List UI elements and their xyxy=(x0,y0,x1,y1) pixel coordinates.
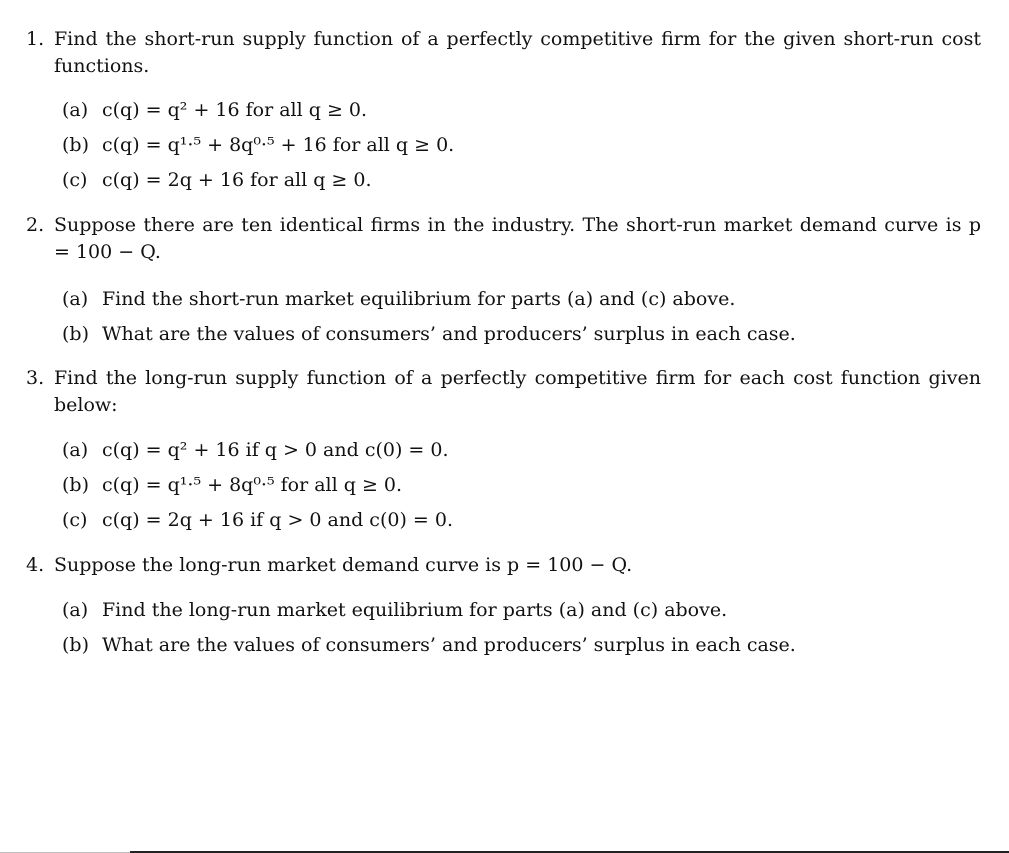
problem-number: 4. xyxy=(26,554,45,576)
part-label: (b) xyxy=(62,322,89,345)
part-text: Find the long-run market equilibrium for parts (a) and (c) above. xyxy=(102,598,728,621)
part-label: (b) xyxy=(62,633,89,656)
part-text: c(q) = 2q + 16 for all q ≥ 0. xyxy=(102,168,372,191)
problem-stem: Find the long-run supply function of a perfectly competitive firm for each cost function given below: xyxy=(54,367,981,416)
part-label: (a) xyxy=(62,287,89,310)
part-label: (b) xyxy=(62,473,89,496)
problem-number: 2. xyxy=(26,214,45,236)
part-text: c(q) = q² + 16 if q > 0 and c(0) = 0. xyxy=(102,438,449,461)
list-item xyxy=(62,627,962,662)
list-item xyxy=(62,467,962,502)
part-label: (a) xyxy=(62,598,89,621)
list-item xyxy=(62,432,962,467)
list-item xyxy=(62,592,962,627)
list-item xyxy=(62,316,962,351)
problem-2-parts xyxy=(62,281,962,351)
part-text: c(q) = q² + 16 for all q ≥ 0. xyxy=(102,98,368,121)
problem-2 xyxy=(26,212,981,266)
list-item xyxy=(62,502,962,537)
problem-1 xyxy=(26,26,981,80)
problem-4-parts xyxy=(62,592,962,662)
list-item xyxy=(62,281,962,316)
part-text: c(q) = q¹·⁵ + 8q⁰·⁵ for all q ≥ 0. xyxy=(102,473,403,496)
problem-3-parts xyxy=(62,432,962,537)
problem-number: 3. xyxy=(26,367,45,389)
problem-4 xyxy=(26,552,981,579)
problem-number: 1. xyxy=(26,28,45,50)
part-label: (c) xyxy=(62,508,88,531)
problem-3 xyxy=(26,365,981,419)
part-text: What are the values of consumers’ and producers’ surplus in each case. xyxy=(102,633,796,656)
part-text: Find the short-run market equilibrium for parts (a) and (c) above. xyxy=(102,287,736,310)
part-text: What are the values of consumers’ and producers’ surplus in each case. xyxy=(102,322,796,345)
part-text: c(q) = 2q + 16 if q > 0 and c(0) = 0. xyxy=(102,508,453,531)
problem-stem: Find the short-run supply function of a perfectly competitive firm for the given short-run cost functions. xyxy=(54,28,981,77)
part-text: c(q) = q¹·⁵ + 8q⁰·⁵ + 16 for all q ≥ 0. xyxy=(102,133,455,156)
part-label: (a) xyxy=(62,98,89,121)
problem-stem: Suppose there are ten identical firms in the industry. The short-run market demand curve is p = 100 − Q. xyxy=(54,214,981,263)
list-item xyxy=(62,162,962,197)
part-label: (c) xyxy=(62,168,88,191)
list-item xyxy=(62,127,962,162)
part-label: (b) xyxy=(62,133,89,156)
list-item xyxy=(62,92,962,127)
problem-stem: Suppose the long-run market demand curve is p = 100 − Q. xyxy=(54,554,633,576)
problem-1-parts xyxy=(62,92,962,197)
part-label: (a) xyxy=(62,438,89,461)
